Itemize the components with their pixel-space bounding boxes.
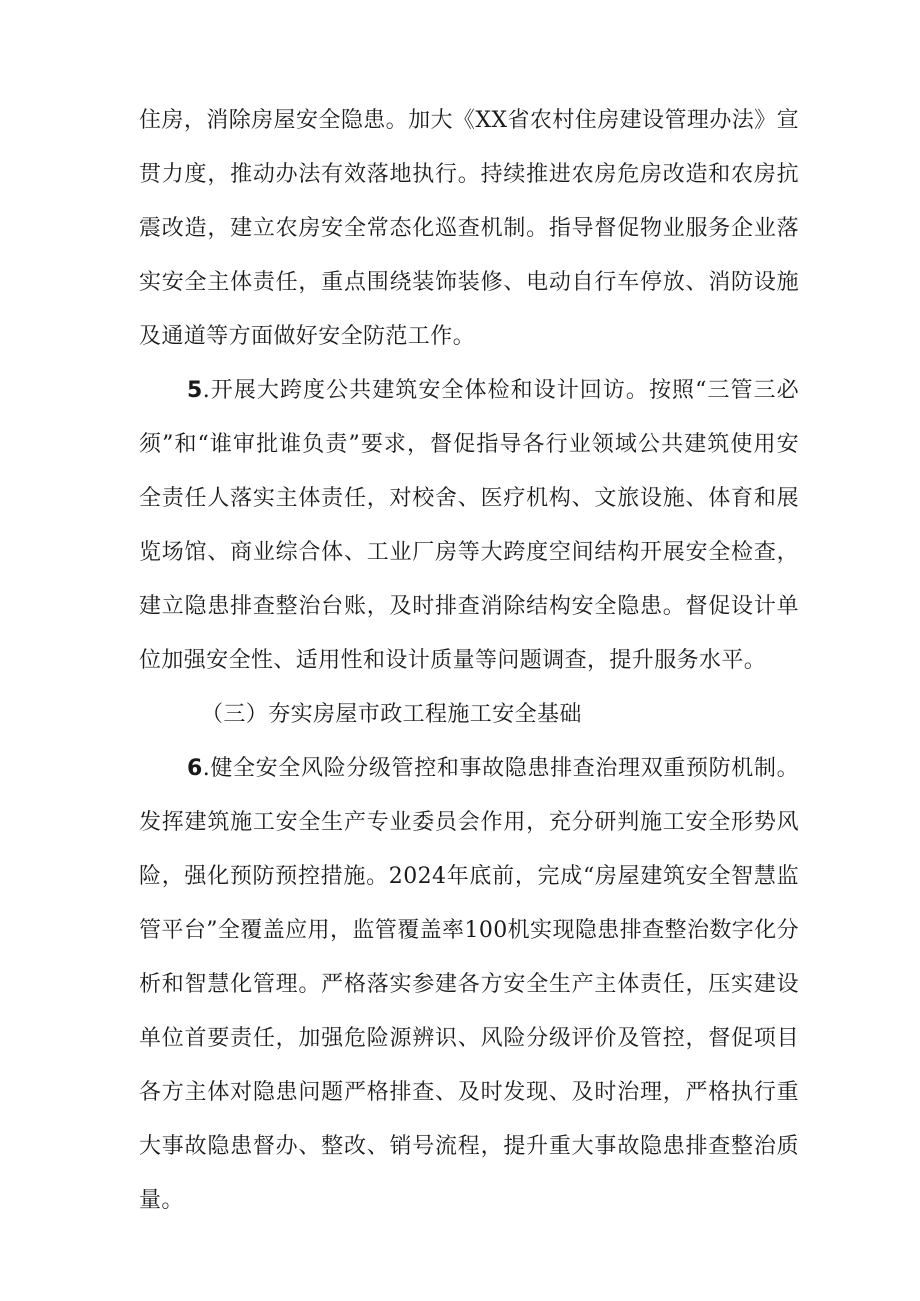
paragraph-item-6	[139, 742, 799, 1228]
section-heading-3: （三）夯实房屋市政工程施工安全基础	[201, 702, 582, 727]
document-page	[139, 94, 799, 1228]
item-5-text: .开展大跨度公共建筑安全体检和设计回访。按照“三管三必须”和“谁审批谁负责”要求，督促指导各行业领域公共建筑使用安全责任人落实主体责任，对校舍、医疗机构、文旅设施、体育和展览场馆、商业综合体、工业厂房等大跨度空间结构开展安全检查，建立隐患排查整治台账，及时排查消除结构安全隐患。督促设计单位加强安全性、适用性和设计质量等问题调查，提升服务水平。	[139, 378, 799, 673]
paragraph-rural-housing: 住房，消除房屋安全隐患。加大《XX省农村住房建设管理办法》宣贯力度，推动办法有效落地执行。持续推进农房危房改造和农房抗震改造，建立农房安全常态化巡查机制。指导督促物业服务企业落实安全主体责任，重点围绕装饰装修、电动自行车停放、消防设施及通道等方面做好安全防范工作。	[139, 108, 799, 349]
item-number-5: 5	[187, 378, 203, 403]
item-number-6: 6	[187, 756, 203, 781]
paragraph-item-5	[139, 364, 799, 688]
item-6-text: .健全安全风险分级管控和事故隐患排查治理双重预防机制。发挥建筑施工安全生产专业委员会作用，充分研判施工安全形势风险，强化预防预控措施。2024年底前，完成“房屋建筑安全智慧监管平台”全覆盖应用，监管覆盖率100机实现隐患排查整治数字化分析和智慧化管理。严格落实参建各方安全生产主体责任，压实建设单位首要责任，加强危险源辨识、风险分级评价及管控，督促项目各方主体对隐患问题严格排查、及时发现、及时治理，严格执行重大事故隐患督办、整改、销号流程，提升重大事故隐患排查整治质量。	[139, 756, 799, 1213]
